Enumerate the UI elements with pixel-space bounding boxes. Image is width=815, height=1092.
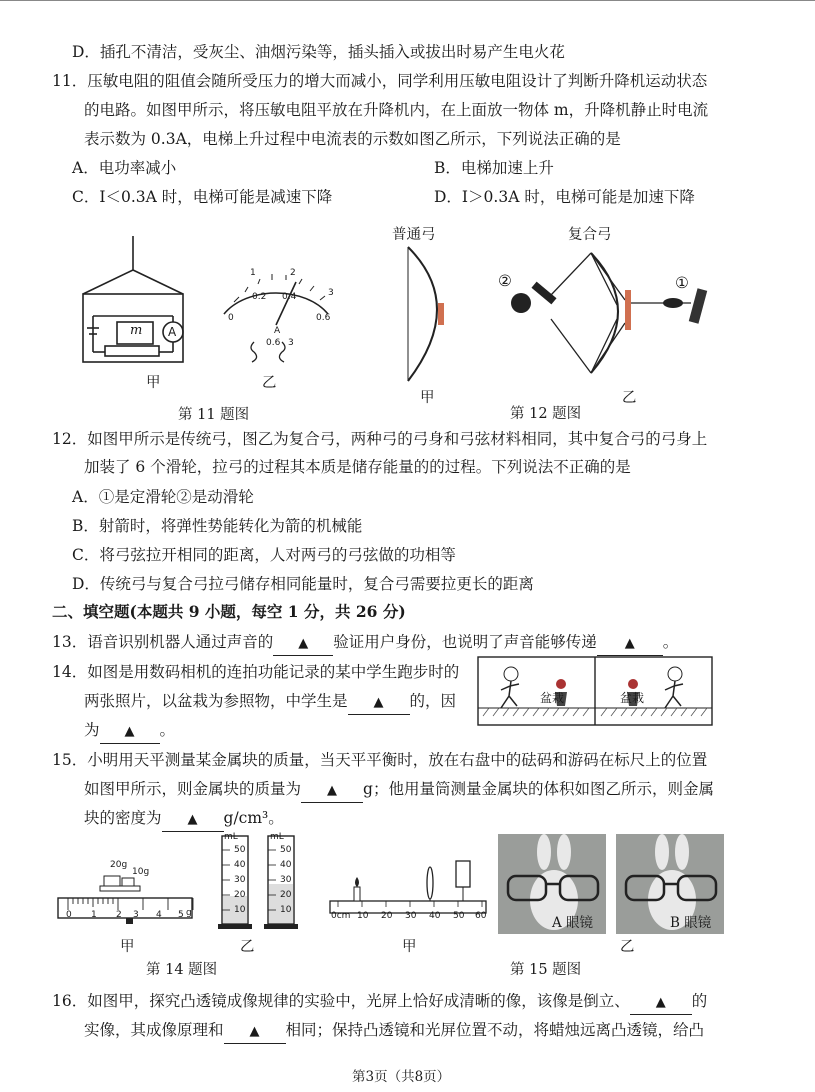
fig14-cyl1-10: 10 bbox=[234, 905, 246, 915]
q14-text-a: 两张照片，以盆栽为参照物，中学生是 bbox=[84, 692, 348, 710]
fig11-terminal-06: 0.6 bbox=[266, 338, 281, 348]
fig14-cyl2-30: 30 bbox=[280, 875, 292, 885]
fig14-ruler-4: 4 bbox=[156, 910, 162, 920]
fig11-ammeter-label: A bbox=[168, 325, 177, 339]
q15-text-c: 块的密度为 bbox=[84, 809, 162, 827]
q13-blank-2[interactable]: ▲ bbox=[597, 633, 663, 656]
fig15-bench-40: 40 bbox=[429, 911, 441, 921]
fig15-bench-10: 10 bbox=[357, 911, 369, 921]
q13-line bbox=[52, 631, 678, 656]
q11-line-2: 的电路。如图甲所示，将压敏电阻平放在升降机内，在上面放一物体 m，升降机静止时电流 bbox=[84, 101, 709, 119]
fig12-mark-2: ② bbox=[498, 272, 512, 290]
fig15-caption: 第 15 题图 bbox=[510, 962, 582, 978]
top-border bbox=[0, 0, 815, 7]
fig11-scale-bottom-0: 0 bbox=[228, 313, 234, 323]
fig11-terminal-a: A bbox=[274, 326, 281, 336]
q10-option-d: D．插孔不清洁，受灰尘、油烟污染等，插头插入或拔出时易产生电火花 bbox=[72, 43, 565, 61]
fig11-scale-bottom-02: 0.2 bbox=[252, 292, 267, 302]
q14-running-photos bbox=[477, 656, 713, 726]
fig14-yi-label: 乙 bbox=[240, 939, 255, 955]
fig11-scale-top-2: 2 bbox=[290, 268, 296, 278]
fig15-yi-label: 乙 bbox=[620, 939, 635, 955]
fig11-circuit-diagram bbox=[75, 236, 195, 366]
fig15-glasses-b-label: B 眼镜 bbox=[670, 915, 712, 931]
q15-line-2 bbox=[84, 778, 714, 803]
fig11-yi-label: 乙 bbox=[262, 375, 277, 391]
q15-text-a: 如图甲所示，则金属块的质量为 bbox=[84, 780, 302, 798]
q16-blank-2[interactable]: ▲ bbox=[224, 1021, 286, 1044]
q13-text-c: 。 bbox=[662, 633, 679, 651]
fig11-scale-top-3: 3 bbox=[328, 288, 334, 298]
q11-line-3: 表示数为 0.3A，电梯上升过程中电流表的示数如图乙所示，下列说法正确的是 bbox=[84, 130, 621, 148]
fig14-ml-label-1: mL bbox=[224, 832, 238, 842]
fig14-cyl1-20: 20 bbox=[234, 890, 246, 900]
q13-text-b: 验证用户身份，也说明了声音能够传递 bbox=[333, 633, 597, 651]
q14-blank-1[interactable]: ▲ bbox=[348, 692, 410, 715]
q15-blank-2[interactable]: ▲ bbox=[162, 809, 224, 832]
fig14-ruler-2: 2 bbox=[116, 910, 122, 920]
fig14-jia-label: 甲 bbox=[120, 939, 135, 955]
q15-blank-1[interactable]: ▲ bbox=[301, 780, 363, 803]
q11-option-a: A．电功率减小 bbox=[72, 159, 177, 177]
fig11-jia-label: 甲 bbox=[146, 375, 161, 391]
fig12-normal-bow bbox=[400, 245, 460, 385]
q13-text-a: 13．语音识别机器人通过声音的 bbox=[52, 633, 274, 651]
q14-blank-2[interactable]: ▲ bbox=[100, 721, 160, 744]
fig14-caption: 第 14 题图 bbox=[146, 962, 218, 978]
fig14-weight-10g: 10g bbox=[132, 867, 150, 877]
fig15-bench-30: 30 bbox=[405, 911, 417, 921]
fig12-jia-label: 甲 bbox=[420, 390, 435, 406]
q14-line-2 bbox=[84, 690, 456, 715]
fig14-cyl1-50: 50 bbox=[234, 845, 246, 855]
fig11-caption: 第 11 题图 bbox=[178, 407, 250, 423]
q12-option-a: A．①是定滑轮②是动滑轮 bbox=[72, 488, 254, 506]
q12-line-2: 加装了 6 个滑轮，拉弓的过程其本质是储存能量的的过程。下列说法不正确的是 bbox=[84, 458, 631, 476]
q14-line-1: 14．如图是用数码相机的连拍功能记录的某中学生跑步时的 bbox=[52, 663, 460, 681]
fig14-cyl2-50: 50 bbox=[280, 845, 292, 855]
q16-text-b: 的 bbox=[691, 992, 708, 1010]
q15-line-1: 15．小明用天平测量某金属块的质量，当天平平衡时，放在右盘中的砝码和游码在标尺上的位置 bbox=[52, 751, 708, 769]
fig15-bench-50: 50 bbox=[453, 911, 465, 921]
q11-option-b: B．电梯加速上升 bbox=[434, 159, 554, 177]
fig14-ruler-3: 3 bbox=[133, 910, 139, 920]
fig11-scale-bottom-04: 0.4 bbox=[282, 292, 297, 302]
fig11-wires bbox=[240, 340, 300, 364]
q16-text-d: 相同；保持凸透镜和光屏位置不动，将蜡烛远离凸透镜，给凸 bbox=[285, 1021, 705, 1039]
q16-line-2 bbox=[84, 1019, 704, 1044]
fig14-weight-20g: 20g bbox=[110, 860, 128, 870]
q14-line-3 bbox=[84, 719, 175, 744]
fig15-bench-0cm: 0cm bbox=[331, 911, 351, 921]
q15-text-d: g/cm³。 bbox=[223, 809, 284, 827]
fig11-scale-top-1: 1 bbox=[250, 268, 256, 278]
fig14-cyl2-10: 10 bbox=[280, 905, 292, 915]
fig14-cyl1-40: 40 bbox=[234, 860, 246, 870]
fig12-caption: 第 12 题图 bbox=[510, 406, 582, 422]
fig15-glasses-a-label: A 眼镜 bbox=[552, 915, 594, 931]
q12-option-c: C．将弓弦拉开相同的距离，人对两弓的弓弦做的功相等 bbox=[72, 546, 456, 564]
q15-text-b: g；他用量筒测量金属块的体积如图乙所示，则金属 bbox=[363, 780, 714, 798]
fig11-terminal-3: 3 bbox=[288, 338, 294, 348]
fig11-scale-bottom-06: 0.6 bbox=[316, 313, 331, 323]
q12-option-d: D．传统弓与复合弓拉弓储存相同能量时，复合弓需要拉更长的距离 bbox=[72, 575, 534, 593]
q16-line-1 bbox=[52, 990, 707, 1015]
q14-text-b: 的，因 bbox=[409, 692, 457, 710]
fig11-mass-label: m bbox=[130, 323, 143, 338]
fig14-ruler-5: 5 bbox=[178, 910, 184, 920]
q11-option-c: C．I＜0.3A 时，电梯可能是减速下降 bbox=[72, 188, 333, 206]
fig12-compound-bow bbox=[495, 245, 725, 380]
q16-text-c: 实像，其成像原理和 bbox=[84, 1021, 224, 1039]
page-footer: 第3页（共8页） bbox=[352, 1069, 451, 1085]
fig15-jia-label: 甲 bbox=[402, 939, 417, 955]
q14-plant-label-2: 盆栽 bbox=[620, 691, 645, 705]
fig14-cyl1-30: 30 bbox=[234, 875, 246, 885]
q15-line-3 bbox=[84, 807, 284, 832]
q12-line-1: 12．如图甲所示是传统弓，图乙为复合弓，两种弓的弓身和弓弦材料相同，其中复合弓的弓身上 bbox=[52, 430, 708, 448]
fig14-ruler-1: 1 bbox=[91, 910, 97, 920]
fig14-cyl2-40: 40 bbox=[280, 860, 292, 870]
fig12-mark-1: ① bbox=[675, 274, 689, 292]
fig14-ml-label-2: mL bbox=[270, 832, 284, 842]
fig12-yi-label: 乙 bbox=[622, 390, 637, 406]
q12-option-b: B．射箭时，将弹性势能转化为箭的机械能 bbox=[72, 517, 363, 535]
fig15-bench-20: 20 bbox=[381, 911, 393, 921]
fig15-bench-60: 60 bbox=[475, 911, 487, 921]
fig14-cyl2-20: 20 bbox=[280, 890, 292, 900]
q14-text-c: 为 bbox=[84, 721, 100, 739]
fig14-ruler-0: 0 bbox=[66, 910, 72, 920]
q14-plant-label-1: 盆栽 bbox=[540, 691, 565, 705]
q16-blank-1[interactable]: ▲ bbox=[630, 992, 692, 1015]
q11-option-d: D．I＞0.3A 时，电梯可能是加速下降 bbox=[434, 188, 695, 206]
fig12-compound-bow-label: 复合弓 bbox=[568, 227, 612, 243]
q13-blank-1[interactable]: ▲ bbox=[273, 633, 333, 656]
section-2-heading: 二、填空题(本题共 9 小题，每空 1 分，共 26 分) bbox=[52, 602, 406, 621]
fig14-ruler-unit: g bbox=[186, 908, 192, 918]
q14-text-d: 。 bbox=[159, 721, 176, 739]
q11-line-1: 11．压敏电阻的阻值会随所受压力的增大而减小，同学利用压敏电阻设计了判断升降机运动状态 bbox=[52, 72, 708, 90]
fig12-normal-bow-label: 普通弓 bbox=[392, 227, 436, 243]
q16-text-a: 16．如图甲，探究凸透镜成像规律的实验中，光屏上恰好成清晰的像，该像是倒立、 bbox=[52, 992, 630, 1010]
